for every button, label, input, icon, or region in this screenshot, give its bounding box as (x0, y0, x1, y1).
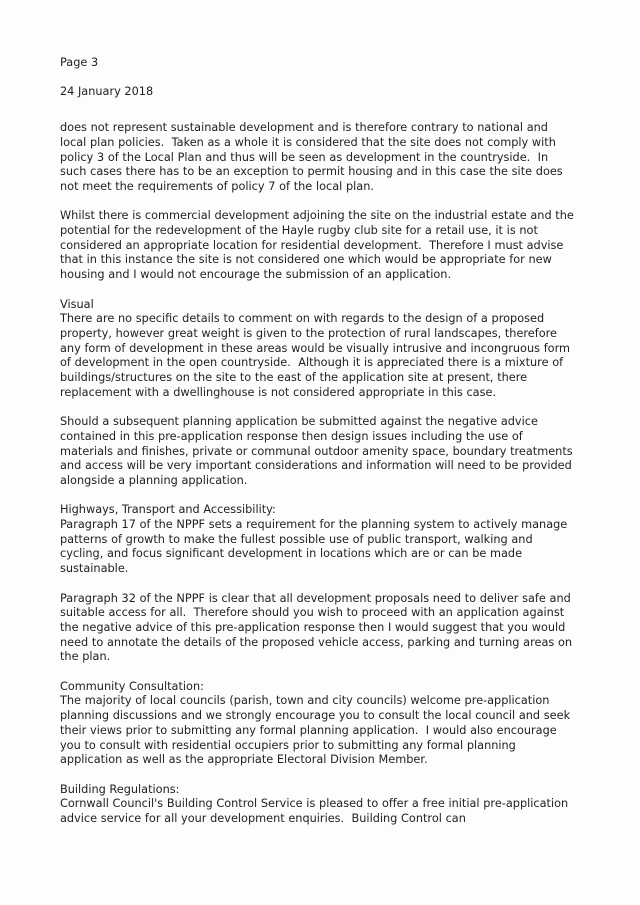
paragraph-spacer (60, 283, 575, 298)
document-body (60, 56, 578, 827)
heading-community-consultation: Community Consultation: (60, 679, 204, 693)
heading-visual: Visual (60, 297, 94, 311)
paragraph-spacer (60, 577, 575, 592)
document-text-blocks (60, 121, 578, 827)
paragraph-nppf-32: Paragraph 32 of the NPPF is clear that all development proposals need to deliver safe and suitable access for all. Therefore should you wish to proceed with an application against the negative advice of this pre-application response then I would suggest that you would need to annotate the details of the proposed vehicle access, parking and turning areas on the plan. (60, 591, 576, 664)
paragraph-spacer (60, 489, 575, 504)
heading-building-regulations: Building Regulations: (60, 782, 180, 796)
document-date: 24 January 2018 (60, 85, 154, 99)
paragraph-community-consultation-body: The majority of local councils (parish, town and city councils) welcome pre-application planning discussions and we strongly encourage you to consult the local council and seek their views prior to submitting any formal planning application. I would also encourage you to consult with residential occupiers prior to submitting any formal planning application as well as the appropriate Electoral Division Member. (60, 694, 574, 767)
paragraph-commercial-development: Whilst there is commercial development adjoining the site on the industrial estate and the potential for the redevelopment of the Hayle rugby club site for a retail use, it is not considered an appropriate location for residential development. Therefore I must advise that in this instance the site is not considered one which would be appropriate for new housing and I would not encourage the submission of an application. (60, 209, 578, 282)
paragraph-visual-body: There are no specific details to comment on with regards to the design of a proposed property, however great weight is given to the protection of rural landscapes, therefore any form of development in these areas would be visually intrusive and incongruous form of development in the open countryside. Although it is appreciated there is a mixture of buildings/structures on the site to the east of the application site at present, there replacement with a dwellinghouse is not considered appropriate in this case. (60, 312, 574, 399)
spacer-before-body (60, 100, 575, 121)
spacer-after-page-number (60, 71, 575, 86)
paragraph-nppf-17: Paragraph 17 of the NPPF sets a requirement for the planning system to actively manage patterns of growth to make the fullest possible use of public transport, walking and cycling, and focus significant development in locations which are or can be made sustainable. (60, 518, 571, 576)
paragraph-spacer (60, 665, 575, 680)
paragraph-spacer (60, 195, 575, 210)
page-number-label: Page 3 (60, 56, 99, 69)
paragraph-sustainable-development: does not represent sustainable development and is therefore contrary to national and local plan policies. Taken as a whole it is considered that the site does not comply with policy 3 of the Local Plan and thus will be seen as development in the countryside. In such cases there has to be an exception to permit housing and in this case the site does not meet the requirements of policy 7 of the local plan. (60, 121, 567, 193)
paragraph-spacer (60, 400, 575, 415)
heading-highways-transport-accessibility: Highways, Transport and Accessibility: (60, 503, 276, 517)
paragraph-subsequent-application: Should a subsequent planning application be submitted against the negative advice contained in this pre-application response then design issues including the use of materials and finishes, private or communal outdoor amenity space, boundary treatments and access will be very important considerations and information will need to be provided alongside a planning application. (60, 415, 577, 487)
paragraph-building-regulations-body: Cornwall Council's Building Control Service is pleased to offer a free initial pre-application advice service for all your development enquiries. Building Control can (60, 797, 572, 826)
paragraph-spacer (60, 768, 575, 783)
